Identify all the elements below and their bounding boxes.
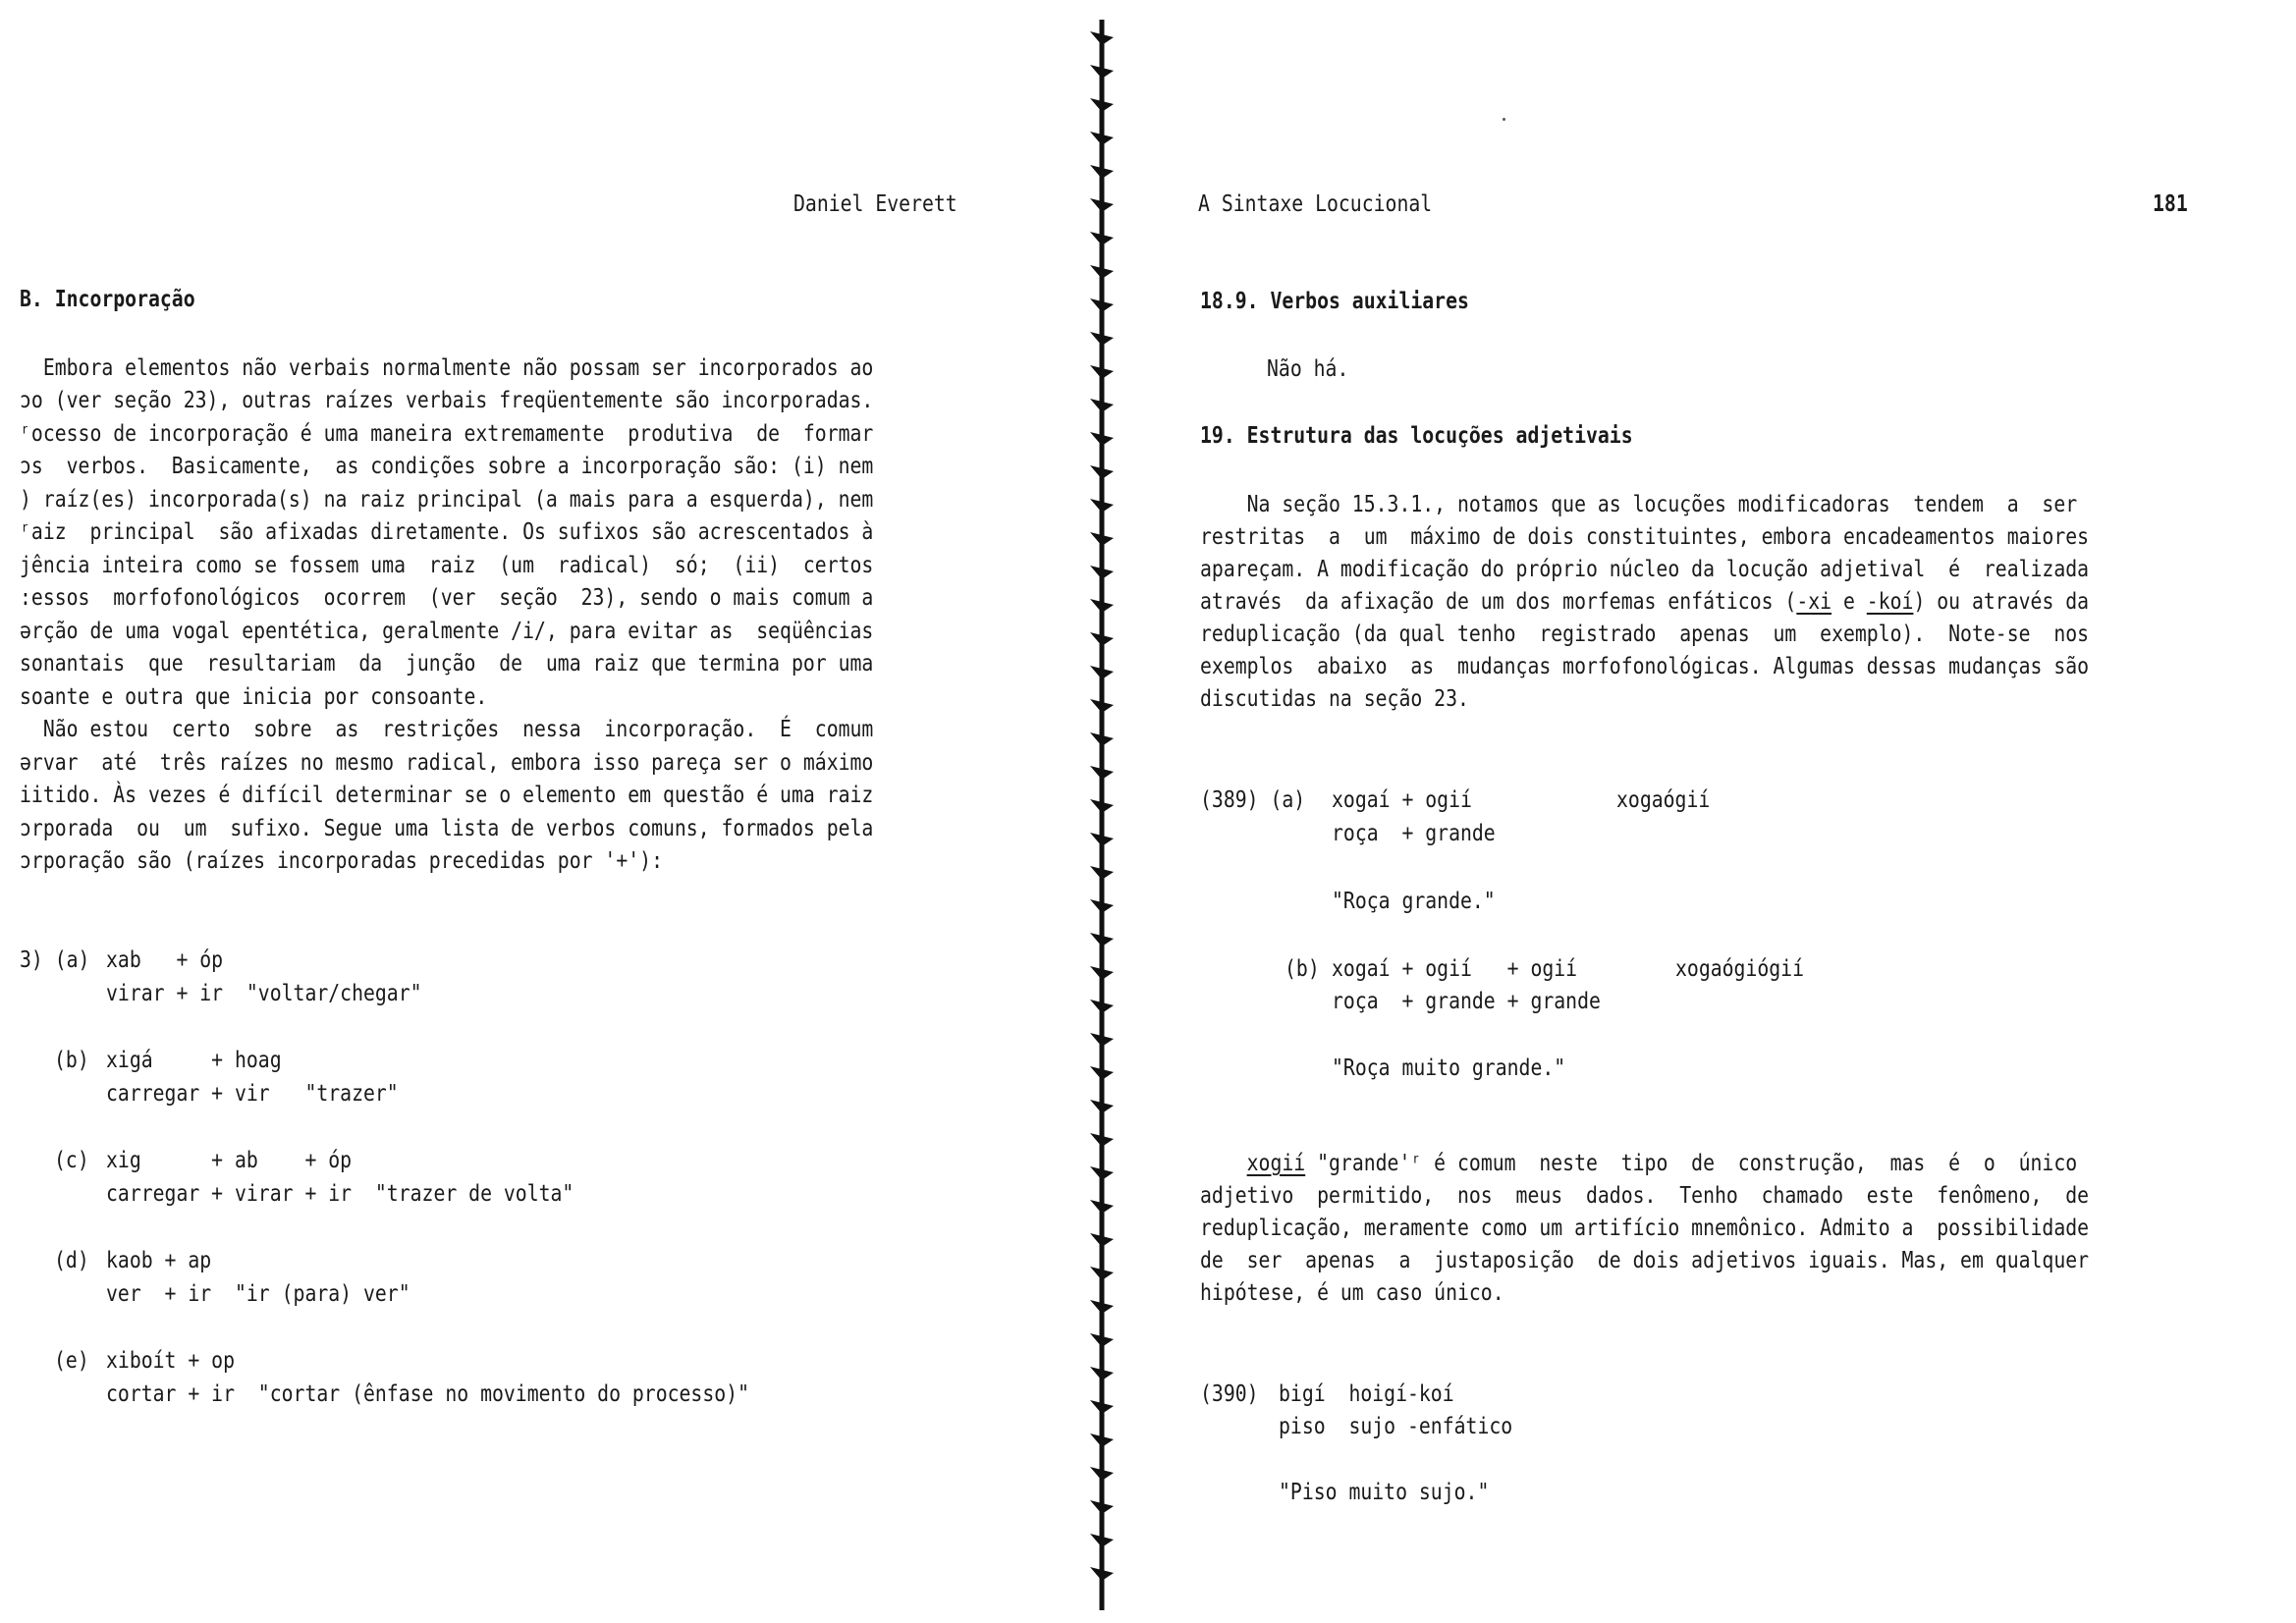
- text-line: exemplos abaixo as mudanças morfofonológicas. Algumas dessas mudanças são: [1200, 654, 2090, 679]
- example-gloss: roça + grande + grande: [1332, 989, 1601, 1014]
- text-line-with-word: [1200, 1149, 2077, 1178]
- section-title-verbos-auxiliares: 18.9. Verbos auxiliares: [1200, 289, 1469, 314]
- text-line: Embora elementos não verbais normalmente não possam ser incorporados ao: [20, 355, 874, 381]
- text-line: hipótese, é um caso único.: [1200, 1280, 1504, 1306]
- example-morphemes: xigá + hoag: [106, 1048, 282, 1073]
- text-line: ərção de uma vogal epentética, geralmente /i/, para evitar as seqüências: [20, 619, 874, 644]
- text-line: ʳaiz principal são afixadas diretamente. Os sufixos são acrescentados à: [20, 519, 874, 545]
- text-line: de ser apenas a justaposição de dois adjetivos iguais. Mas, em qualquer: [1200, 1248, 2090, 1273]
- example-gloss: virar + ir "voltar/chegar": [106, 981, 422, 1006]
- example-label: (c): [54, 1148, 89, 1173]
- example-label: (389) (a): [1200, 787, 1306, 813]
- page-number: 181: [2153, 191, 2188, 217]
- text-line: reduplicação, meramente como um artifício mnemônico. Admito a possibilidade: [1200, 1216, 2090, 1241]
- text-line: Na seção 15.3.1., notamos que as locuções modificadoras tendem a ser: [1200, 492, 2078, 517]
- example-label: (e): [54, 1348, 89, 1374]
- text-line: Não estou certo sobre as restrições nessa incorporação. É comum: [20, 717, 874, 742]
- scan-speck: [1503, 118, 1505, 121]
- text-line: iitido. Às vezes é difícil determinar se o elemento em questão é uma raiz: [20, 783, 874, 808]
- text-line: adjetivo permitido, nos meus dados. Tenho chamado este fenômeno, de: [1200, 1183, 2090, 1209]
- example-morphemes: xogaí + ogií: [1332, 787, 1472, 813]
- example-morphemes: kaob + ap: [106, 1248, 212, 1273]
- text-line-with-suffixes: [1200, 587, 2089, 617]
- text-line: :essos morfofonológicos ocorrem (ver seção 23), sendo o mais comum a: [20, 585, 874, 611]
- text-line: sonantais que resultariam da junção de uma raiz que termina por uma: [20, 651, 874, 676]
- example-translation: "Piso muito sujo.": [1279, 1480, 1490, 1505]
- example-label: (d): [54, 1248, 89, 1273]
- example-gloss: carregar + virar + ir "trazer de volta": [106, 1181, 574, 1207]
- example-morphemes: xig + ab + óp: [106, 1148, 353, 1173]
- example-gloss: piso sujo -enfático: [1279, 1414, 1513, 1439]
- text-line: reduplicação (da qual tenho registrado apenas um exemplo). Note-se nos: [1200, 622, 2090, 647]
- text-line: jência inteira como se fossem uma raiz (um radical) só; (ii) certos: [20, 553, 874, 578]
- text-line: ɔs verbos. Basicamente, as condições sobre a incorporação são: (i) nem: [20, 454, 874, 479]
- spiral-binding: [1084, 20, 1120, 1610]
- text-line: restritas a um máximo de dois constituintes, embora encadeamentos maiores: [1200, 524, 2090, 550]
- example-result: xogaógiógií: [1675, 956, 1805, 982]
- example-morphemes: xab + óp: [106, 947, 224, 973]
- example-translation: "Roça muito grande.": [1332, 1055, 1566, 1081]
- text-nao-ha: Não há.: [1267, 356, 1349, 382]
- section-title-incorporacao: B. Incorporação: [20, 287, 195, 312]
- suffix-koi: -koí: [1866, 589, 1914, 615]
- example-gloss: roça + grande: [1332, 821, 1496, 846]
- suffix-xi: -xi: [1796, 589, 1832, 615]
- section-title-locucoes-adjetivais: 19. Estrutura das locuções adjetivais: [1200, 423, 1633, 449]
- text-span: através da afixação de um dos morfemas enfáticos (: [1200, 589, 1797, 615]
- text-span: e: [1831, 589, 1867, 615]
- text-line: ) raíz(es) incorporada(s) na raiz principal (a mais para a esquerda), nem: [20, 487, 874, 513]
- example-label: (390): [1200, 1381, 1259, 1407]
- example-morphemes: xogaí + ogií + ogií: [1332, 956, 1578, 982]
- example-result: xogaógií: [1616, 787, 1711, 813]
- text-line: ʳocesso de incorporação é uma maneira extremamente produtiva de formar: [20, 421, 874, 447]
- example-label: (b): [54, 1048, 89, 1073]
- running-head-author: Daniel Everett: [793, 191, 957, 217]
- text-line: soante e outra que inicia por consoante.: [20, 684, 488, 710]
- text-line: ɔo (ver seção 23), outras raízes verbais freqüentemente são incorporadas.: [20, 388, 874, 413]
- left-page: [0, 0, 1070, 1623]
- text-span: "grande'ʳ é comum neste tipo de construção, mas é o único: [1305, 1151, 2078, 1176]
- example-label: (b): [1285, 956, 1320, 982]
- example-morphemes: bigí hoigí-koí: [1279, 1381, 1454, 1407]
- text-line: apareçam. A modificação do próprio núcleo da locução adjetival é realizada: [1200, 557, 2090, 582]
- example-morphemes: xiboít + op: [106, 1348, 236, 1374]
- example-gloss: cortar + ir "cortar (ênfase no movimento do processo)": [106, 1381, 749, 1407]
- example-gloss: carregar + vir "trazer": [106, 1081, 399, 1107]
- text-line: ərvar até três raízes no mesmo radical, embora isso pareça ser o máximo: [20, 750, 874, 776]
- right-page: [1129, 0, 2296, 1623]
- text-span: ) ou através da: [1913, 589, 2090, 615]
- text-line: ɔrporação são (raízes incorporadas precedidas por '+'):: [20, 848, 663, 874]
- example-gloss: ver + ir "ir (para) ver": [106, 1281, 410, 1307]
- example-label: 3) (a): [20, 947, 90, 973]
- text-line: ɔrporada ou um sufixo. Segue uma lista de verbos comuns, formados pela: [20, 816, 874, 841]
- word-xogii: xogií: [1246, 1151, 1306, 1176]
- example-translation: "Roça grande.": [1332, 889, 1496, 914]
- text-line: discutidas na seção 23.: [1200, 686, 1469, 712]
- running-head-title: A Sintaxe Locucional: [1198, 191, 1433, 217]
